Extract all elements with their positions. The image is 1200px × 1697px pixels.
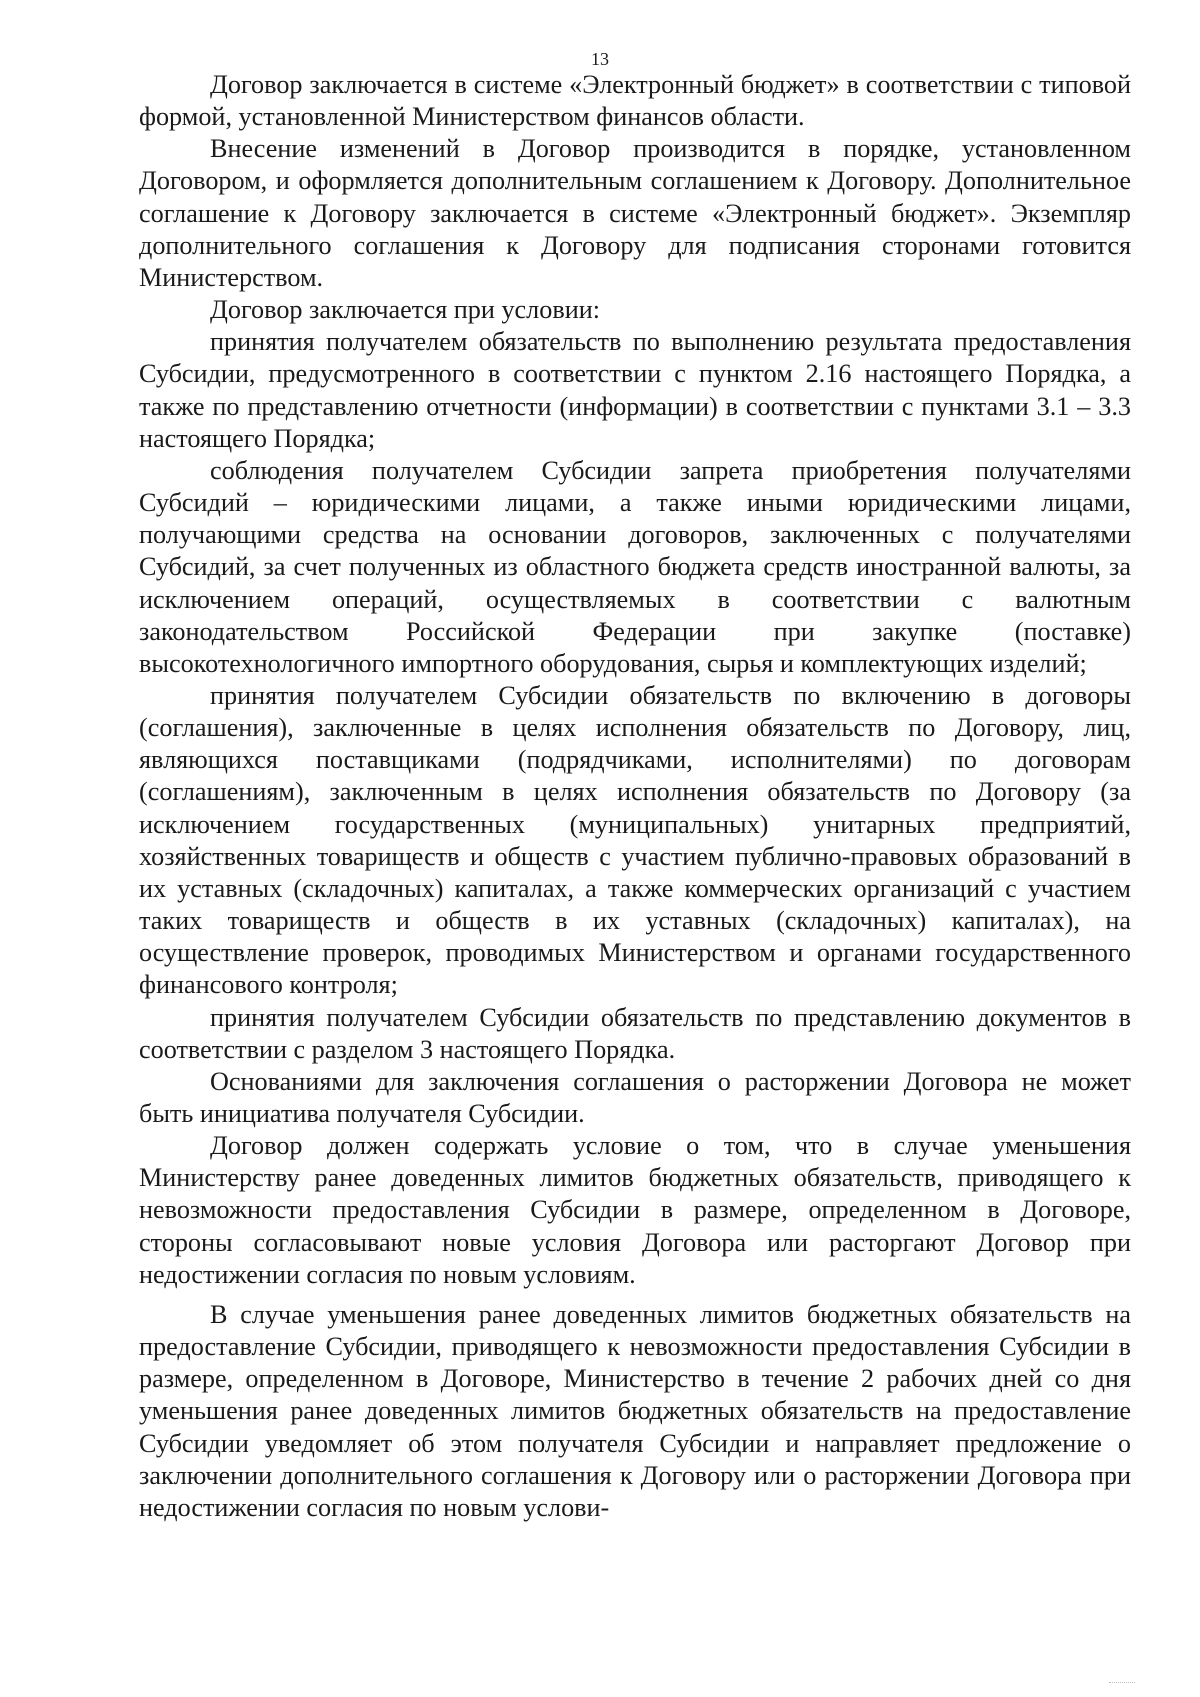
paragraph-contract-electronic-budget: Договор заключается в системе «Электронный бюджет» в соответствии с типовой формой, установленной Министерством финансов области. xyxy=(139,70,1131,132)
condition-foreign-currency-ban: соблюдения получателем Субсидии запрета приобретения получателями Субсидий – юридическими лицами, а также иными юридическими лицами, получающими средства на основании договоров, заключенных с получателями Субсидий, за счет полученных из областного бюджета средств иностранной валюты, за исключением операций, осуществляемых в соответствии с валютным законодательством Российской Федерации при закупке (поставке) высокотехнологичного импортного оборудования, сырья и комплектующих изделий; xyxy=(139,455,1131,678)
paragraph-limits-reduction-clause: Договор должен содержать условие о том, что в случае уменьшения Министерству ранее доведенных лимитов бюджетных обязательств, приводящего к невозможности предоставления Субсидии в размере, определенном в Договоре, стороны согласовывают новые условия Договора или расторгают Договор при недостижении согласия по новым условиям. xyxy=(139,1131,1131,1289)
paragraph-termination-grounds: Основаниями для заключения соглашения о расторжении Договора не может быть инициатива получателя Субсидии. xyxy=(139,1066,1131,1128)
paragraph-contract-amendments: Внесение изменений в Договор производится в порядке, установленном Договором, и оформляется дополнительным соглашением к Договору. Дополнительное соглашение к Договору заключается в системе «Электронный бюджет». Экземпляр дополнительного соглашения к Договору для подписания сторонами готовится Министерством. xyxy=(139,134,1131,292)
paragraph-contract-conditions-intro: Договор заключается при условии: xyxy=(210,295,600,325)
condition-result-obligations: принятия получателем обязательств по выполнению результата предоставления Субсидии, предусмотренного в соответствии с пунктом 2.16 настоящего Порядка, а также по представлению отчетности (информации) в соответствии с пунктами 3.1 – 3.3 настоящего Порядка; xyxy=(139,327,1131,453)
document-body xyxy=(139,69,1131,1524)
paragraph-limits-reduction-procedure: В случае уменьшения ранее доведенных лимитов бюджетных обязательств на предоставление Субсидии, приводящего к невозможности предоставления Субсидии в размере, определенном в Договоре, Министерство в течение 2 рабочих дней со дня уменьшения ранее доведенных лимитов бюджетных обязательств на предоставление Субсидии уведомляет об этом получателя Субсидии и направляет предложение о заключении дополнительного соглашения к Договору или о расторжении Договора при недостижении согласия по новым услови- xyxy=(139,1299,1131,1522)
condition-inspections-consent: принятия получателем Субсидии обязательств по включению в договоры (соглашения), заключенные в целях исполнения обязательств по Договору, лиц, являющихся поставщиками (подрядчиками, исполнителями) по договорам (соглашениям), заключенным в целях исполнения обязательств по Договору (за исключением государственных (муниципальных) унитарных предприятий, хозяйственных товариществ и обществ с участием публично-правовых образований в их уставных (складочных) капиталах, а также коммерческих организаций с участием таких товариществ и обществ в их уставных (складочных) капиталах), на осуществление проверок, проводимых Министерством и органами государственного финансового контроля; xyxy=(139,680,1131,1000)
condition-documents-submission: принятия получателем Субсидии обязательств по представлению документов в соответствии с разделом 3 настоящего Порядка. xyxy=(139,1002,1131,1064)
page-number: 13 xyxy=(591,49,609,69)
scan-artifact xyxy=(1109,1682,1135,1689)
